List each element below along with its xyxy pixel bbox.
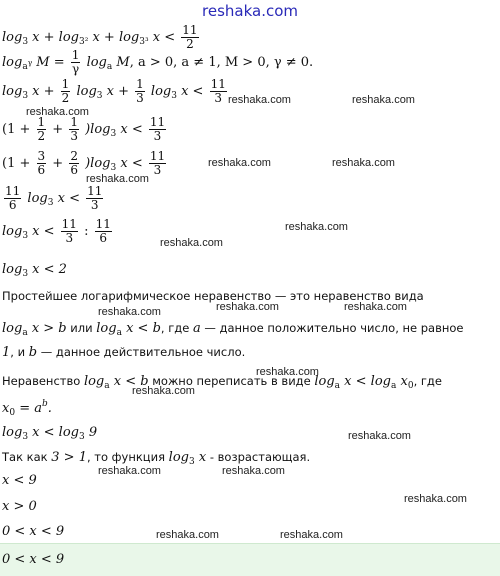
text-since: Так как bbox=[2, 450, 48, 464]
text-positive: — данное положительно число, не равное bbox=[204, 321, 464, 335]
text-where-2: , где bbox=[413, 374, 442, 388]
watermark: reshaka.com bbox=[26, 106, 89, 118]
watermark: reshaka.com bbox=[132, 385, 195, 397]
paragraph-2: $\log_a x > b$ или $\log_a x < b$, где a — данное положительно число, не равное bbox=[2, 321, 464, 338]
text-where: , где bbox=[160, 321, 190, 335]
watermark: reshaka.com bbox=[216, 301, 279, 313]
equation-line-7: $\log_3 x$ < $\frac{11}{3}$ : $\frac{11}{6}$ bbox=[2, 217, 111, 245]
answer-text: 0 < x < 9 bbox=[2, 552, 65, 567]
watermark: reshaka.com bbox=[352, 94, 415, 106]
watermark: reshaka.com bbox=[332, 157, 395, 169]
watermark: reshaka.com bbox=[208, 157, 271, 169]
paragraph-5: Так как 3 > 1, то функция $\log_3 x$ - возрастающая. bbox=[2, 450, 311, 467]
text-or: или bbox=[70, 321, 93, 335]
watermark: reshaka.com bbox=[280, 529, 343, 541]
watermark: reshaka.com bbox=[98, 465, 161, 477]
text-inequality: Неравенство bbox=[2, 374, 81, 388]
equation-line-3: $\log_3 x$ + $\frac{1}{2}$ $\log_3 x$ + $\frac{1}{3}$ $\log_3 x$ < $\frac{11}{3}$ bbox=[2, 77, 226, 105]
paragraph-1: Простейшее логарифмическое неравенство — это неравенство вида bbox=[2, 289, 424, 303]
watermark: reshaka.com bbox=[348, 430, 411, 442]
text-real: — данное действительное число. bbox=[40, 345, 246, 359]
answer-box bbox=[0, 543, 500, 576]
paragraph-4: Неравенство $\log_a x < b$ можно переписать в виде $\log_a x < \log_a x_0$, где bbox=[2, 374, 442, 391]
result-x-gt-0: x > 0 bbox=[2, 499, 37, 514]
watermark: reshaka.com bbox=[98, 306, 161, 318]
equation-line-5: (1 + $\frac{3}{6}$ + $\frac{2}{6}$ )$\log_3$ x < $\frac{11}{3}$ bbox=[2, 149, 166, 177]
watermark: reshaka.com bbox=[285, 221, 348, 233]
watermark: reshaka.com bbox=[256, 366, 319, 378]
equation-line-1: $\log_3 x + \log_{3^2} x + \log_{3^3} x$ < $\frac{11}{2}$ bbox=[2, 23, 198, 51]
watermark: reshaka.com bbox=[228, 94, 291, 106]
watermark: reshaka.com bbox=[160, 237, 223, 249]
text-increasing: - возрастающая. bbox=[209, 450, 311, 464]
equation-line-6: $\frac{11}{6}$ $\log_3 x$ < $\frac{11}{3}$ bbox=[5, 184, 103, 212]
equation-line-4: (1 + $\frac{1}{2}$ + $\frac{1}{3}$ )$\log_3$ x < $\frac{11}{3}$ bbox=[2, 115, 166, 143]
watermark: reshaka.com bbox=[404, 493, 467, 505]
watermark: reshaka.com bbox=[86, 173, 149, 185]
paragraph-3: 1, и b — данное действительное число. bbox=[2, 345, 246, 360]
fraction-denominator: 2 bbox=[186, 37, 194, 51]
text-and: , и bbox=[10, 345, 26, 359]
watermark: reshaka.com bbox=[344, 301, 407, 313]
text-function: , то функция bbox=[86, 450, 166, 464]
result-x-lt-9: x < 9 bbox=[2, 473, 37, 488]
equation-line-9: $\log_3 x < \log_3 9$ bbox=[2, 425, 98, 442]
text-rewrite: можно переписать в виде bbox=[152, 374, 311, 388]
result-range: 0 < x < 9 bbox=[2, 524, 65, 539]
site-logo: reshaka.com bbox=[202, 2, 298, 20]
watermark: reshaka.com bbox=[222, 465, 285, 477]
condition-text: , a > 0, a ≠ 1, M > 0, γ ≠ 0. bbox=[129, 55, 314, 70]
equation-line-8: $\log_3 x < 2$ bbox=[2, 262, 67, 279]
watermark: reshaka.com bbox=[156, 529, 219, 541]
equation-line-2: $\log_{a^\gamma} M$ = $\frac{1}{\gamma}$ $\log_a M$, a > 0, a ≠ 1, M > 0, γ ≠ 0. bbox=[2, 48, 314, 76]
equation-x0: $x_0 = a^b$. bbox=[2, 399, 52, 418]
fraction-numerator: 11 bbox=[182, 23, 198, 37]
